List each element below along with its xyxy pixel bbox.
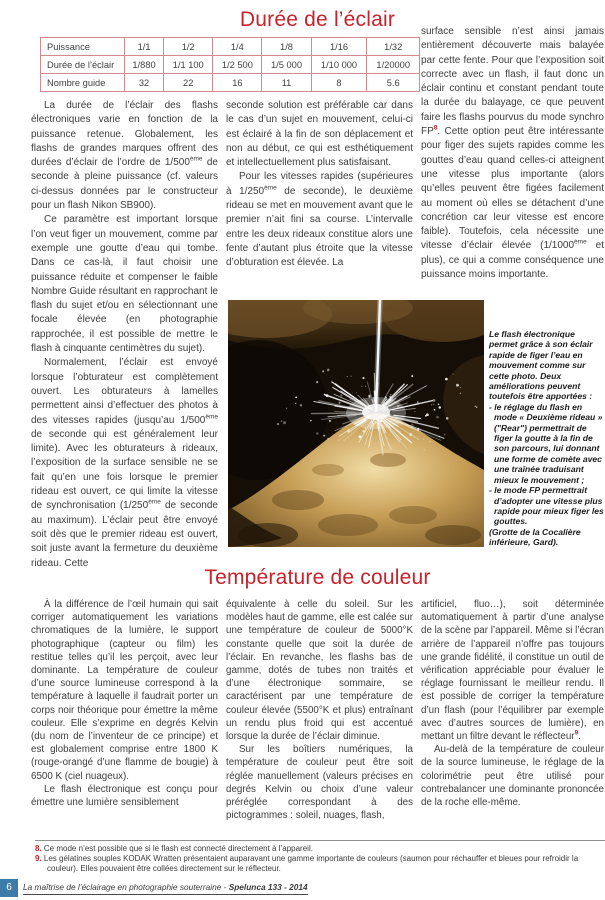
- paragraph: équivalente à celle du soleil. Sur les modèles haut de gamme, elle est calée sur une température de couleur de 5000°K constante quelle que soit la durée de l’éclair. En revanche, les flashs bas de gamme, dotés de tubes non traités et d’une électronique sommaire, se caractérisent par une température de couleur élevée (5500°K et plus) entraînant un rendu plus froid qui est accentué lorsque la durée de l’éclair diminue.: [226, 599, 413, 743]
- footnote-divider: [35, 840, 605, 841]
- paragraph: - le mode FP permettrait d’adopter une vitesse plus rapide pour mieux figer les gouttes.: [489, 485, 604, 527]
- paragraph: Ce paramètre est important lorsque l’on veut figer un mouvement, comme par exemple une goutte d’eau qui tombe. Dans ce cas-là, il faut choisir une puissance réduite et compenser le faible Nombre Guide résultant en rapprochant le flash du sujet et/ou en sélectionnant une focale élevée (en photographie rapprochée, il est possible de mettre le flash à cinquante centimètres du sujet).: [31, 214, 218, 355]
- table-row: Nombre guide 32 22 16 11 8 5.6: [41, 74, 420, 92]
- photo-caption: [489, 329, 604, 548]
- section1-title: Durée de l’éclair: [239, 8, 396, 31]
- paragraph: À la différence de l’œil humain qui sait corriger automatiquement les variations chromatiques de la lumière, le support photographique (capteur ou film) les restitue telles qu’il les perçoit, avec leur dominante. La température de couleur d’une source lumineuse correspond à la température à laquelle il faudrait porter un corps noir théorique pour émettre la même couleur. Elle s’exprime en degrés Kelvin (du nom de l’inventeur de ce principe) et est globalement comprise entre 1800 K (rouge-orangé d’une flamme de bougie) à 6500 K (ciel nuageux).: [31, 599, 218, 782]
- paragraph: (Grotte de la Cocalière inférieure, Gard).: [489, 526, 581, 548]
- paragraph: - le réglage du flash en mode « Deuxième rideau » ("Rear") permettrait de figer la goutte à la fin de son parcours, lui donnant une forme de comète avec une traînée traduisant mieux le mouvement ;: [489, 401, 603, 485]
- paragraph: surface sensible n’est ainsi jamais entièrement découverte mais balayée par cette fente. Pour que l’exposition soit correcte avec un flash, il faut donc un éclair continu et constant pendant toute la durée du balayage, ce que peuvent faire les flashs pourvus du mode synchro $FP^8$. Cette option peut être intéressante pour figer des sujets rapides comme les gouttes d’eau quand celles-ci atteignent une vitesse plus importante (alors qu’elles peuvent être figées facilement au moment où elles se détachent d’une concrétion car leur vitesse est encore faible). Toutefois, cela nécessite une vitesse d’éclair élevée (1/1000ème et plus), ce qui a comme conséquence une puissance moins importante.: [421, 26, 604, 281]
- cave-photo: [228, 300, 484, 547]
- table-row: Durée de l’éclair 1/880 1/1 100 1/2 500 1/5 000 1/10 000 1/20000: [41, 56, 420, 74]
- paragraph: Pour les vitesses rapides (supérieures à 1/250ème de seconde), le deuxième rideau se met en mouvement avant que le premier n’ait fini sa course. L’intervalle entre les deux rideaux constitue alors une fente d’autant plus étroite que la vitesse d’obturation est élevée. La: [226, 171, 413, 269]
- footer-title: La maîtrise de l’éclairage en photographie souterraine -: [23, 882, 229, 892]
- paragraph: La durée de l’éclair des flashs électroniques varie en fonction de la puissance retenue. Globalement, les flashs de grandes marques offrent des durées d’éclair de l’ordre de 1/500ème de seconde à pleine puissance (cf. valeurs ci-dessus données par le constructeur pour un flash Nikon SB900).: [31, 100, 218, 212]
- footnote-item: 9. Les gélatines souples KODAK Wratten présentaient auparavant une gamme importante de couleurs (saumon pour réchauffer et bleues pour refroidir la couleur). Elles pouvaient être collées directement sur le réflecteur.: [35, 854, 579, 873]
- paragraph: Le flash électronique est conçu pour émettre une lumière sensiblement: [31, 783, 218, 809]
- paragraph: seconde solution est préférable car dans le cas d’un sujet en mouvement, celui-ci est éclairé à la fin de son déplacement et non au début, ce qui est esthétiquement et intellectuellement plus satisfaisant.: [226, 100, 413, 169]
- section1-column-1: [31, 99, 218, 571]
- footer-journal: Spelunca 133 - 2014: [228, 882, 308, 892]
- section2-title: Température de couleur: [204, 566, 431, 589]
- paragraph: Le flash électronique permet grâce à son éclair rapide de figer l’eau en mouvement comme sur cette photo. Deux améliorations peuvent toutefois être apportées :: [489, 329, 593, 402]
- paragraph: Au-delà de la température de couleur de la source lumineuse, le réglage de la colorimétrie peut être utilisé pour contrebalancer une dominante prononcée de la roche elle-même.: [421, 744, 604, 809]
- table-row: Puissance 1/1 1/2 1/4 1/8 1/16 1/32: [41, 38, 420, 56]
- footer-text: [23, 882, 308, 895]
- flash-duration-table: [40, 37, 420, 92]
- footnotes: [35, 844, 603, 874]
- page-footer: [0, 879, 605, 899]
- paragraph: Sur les boîtiers numériques, la température de couleur peut être soit réglée manuellement (valeurs précises en degrés Kelvin ou choix d’une valeur préréglée correspondant à des pictogrammes : soleil, nuages, flash,: [226, 744, 413, 822]
- section1-column-2: [226, 99, 413, 271]
- footnote-item: 8. Ce mode n’est possible que si le flash est connecté directement à l’appareil.: [35, 844, 313, 853]
- section1-column-3: [421, 25, 604, 282]
- cave-photo-art: [228, 300, 484, 547]
- section2-column-1: [31, 598, 218, 809]
- section2-column-3: [421, 598, 604, 809]
- paragraph: artificiel, fluo…), soit déterminée automatiquement à partir d’une analyse de la scène par l’appareil. Même si l’écran arrière de l’appareil n’offre pas toujours une grande fidélité, il constitue un outil de vérification appréciable pour évaluer le réglage fournissant le meilleur rendu. Il est possible de corriger la température d’un flash (pour l’équilibrer par exemple avec d’autres sources de lumière), en mettant un filtre devant le réflecteur$^9$.: [421, 599, 604, 743]
- page-number-badge: 6: [0, 879, 18, 897]
- paragraph: Normalement, l’éclair est envoyé lorsque l’obturateur est complètement ouvert. Les obturateurs à lamelles permettent ainsi d’effectuer des photos à des vitesses rapides (jusqu’au 1/500ème de seconde qui est généralement leur limite). Avec les obturateurs à rideaux, l’exposition de la surface sensible ne se fait qu’en une fois lorsque le premier rideau est ouvert, ce qui limite la vitesse de synchronisation (1/250ème de seconde au maximum). L’éclair peut être envoyé soit dès que le premier rideau est ouvert, soit juste avant la fermeture du deuxième rideau. Cette: [31, 357, 218, 569]
- section2-column-2: [226, 598, 413, 822]
